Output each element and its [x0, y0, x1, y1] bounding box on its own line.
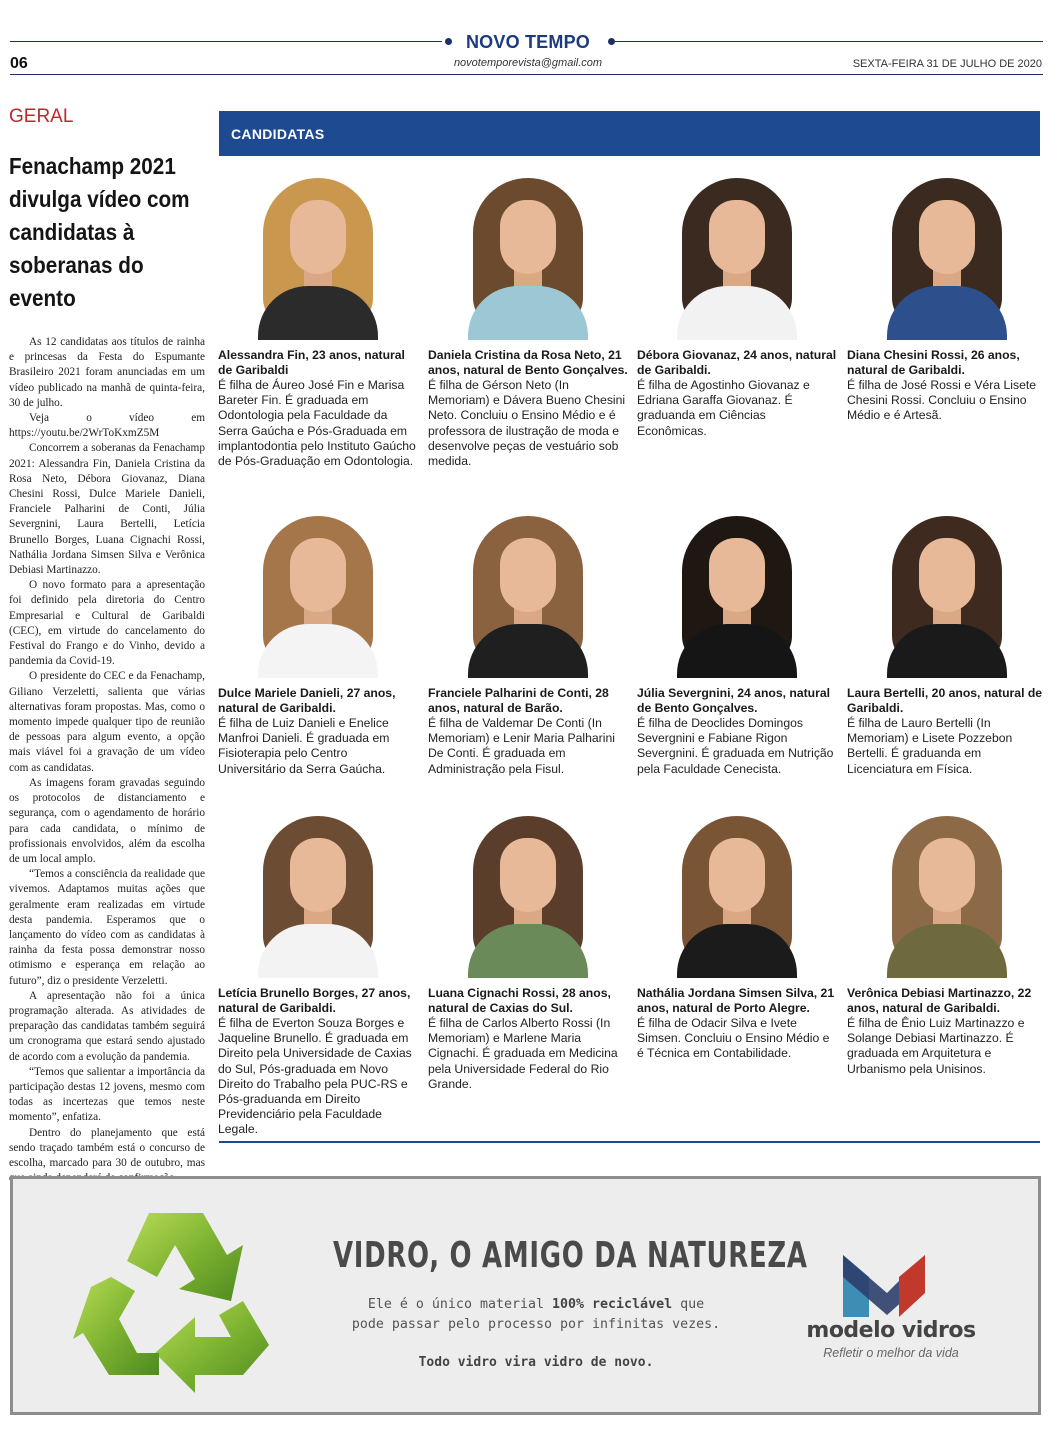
masthead-dot-left	[445, 38, 452, 45]
candidate-card	[847, 170, 1047, 424]
article-paragraph: “Temos a consciência da realidade que vivemos. Adaptamos muitas ações que geralmente eram realizadas em virtude desta pandemia. Esperamos que o lançamento do vídeo com as candidatas à rainha da festa possa demonstrar nosso otimismo e esperança em relação ao futuro”, diz o presidente Verzeletti.	[9, 868, 205, 987]
candidate-bio: É filha de Luiz Danieli e Enelice Manfroi Danieli. É graduada em Fisioterapia pelo Centro Universitário da Serra Gaúcha.	[218, 716, 390, 776]
candidate-card	[218, 170, 418, 469]
modelo-vidros-logo-icon	[839, 1247, 929, 1317]
article-paragraph: A apresentação não foi a única programação alterada. As atividades de preparação das candidatas também seguirá um cronograma que estará sendo ajustado de acordo com a evolução da pandemia.	[9, 989, 205, 1063]
candidate-photo	[448, 808, 608, 978]
candidate-name: Letícia Brunello Borges, 27 anos, natural de Garibaldi.	[218, 986, 411, 1015]
brand-tagline: Refletir o melhor da vida	[823, 1346, 959, 1360]
article-paragraph: “Temos que salientar a importância da participação destas 12 jovens, mesmo com todas as incertezas que temos neste momento”, enfatiza.	[9, 1065, 205, 1124]
candidates-bottom-rule	[219, 1141, 1040, 1143]
contact-email[interactable]: novotemporevista@gmail.com	[453, 57, 603, 69]
candidate-name: Débora Giovanaz, 24 anos, natural de Garibaldi.	[637, 348, 837, 377]
article	[9, 106, 205, 1186]
candidate-bio: É filha de Valdemar De Conti (In Memoriam) e Lenir Maria Palharini De Conti. É graduada em Administração pela Fisul.	[428, 716, 615, 776]
article-body	[9, 335, 205, 1186]
section-label: GERAL	[9, 106, 74, 127]
issue-date: SEXTA-FEIRA 31 DE JULHO DE 2020	[852, 58, 1042, 70]
candidate-card	[637, 170, 837, 439]
candidate-name: Diana Chesini Rossi, 26 anos, natural de Garibaldi.	[847, 348, 1020, 377]
candidate-card	[637, 508, 837, 777]
masthead-divider	[10, 74, 1043, 75]
masthead-rule-left	[10, 41, 442, 42]
candidate-name: Franciele Palharini de Conti, 28 anos, natural de Barão.	[428, 686, 609, 715]
candidate-photo	[238, 808, 398, 978]
candidate-bio: É filha de Carlos Alberto Rossi (In Memoriam) e Marlene Maria Cignachi. É graduada em Medicina pela Universidade Federal do Rio Grande.	[428, 1016, 618, 1091]
candidate-card	[847, 508, 1047, 777]
candidate-bio: É filha de Agostinho Giovanaz e Edriana Garaffa Giovanaz. É graduanda em Ciências Econômicas.	[637, 378, 810, 438]
candidate-bio: É filha de Everton Souza Borges e Jaqueline Brunello. É graduada em Direito pela Universidade de Caxias do Sul, Pós-graduada em Novo Direito do Trabalho pela PUC-RS e Pós-graduanda em Direito Previdenciário pela Faculdade Legale.	[218, 1016, 412, 1137]
candidates-header	[219, 111, 1040, 156]
candidate-bio: É filha de Lauro Bertelli (In Memoriam) e Lisete Pozzebon Bertelli. É graduanda em Licenciatura em Física.	[847, 716, 1013, 776]
candidate-bio: É filha de Ênio Luiz Martinazzo e Solange Debiasi Martinazzo. É graduada em Arquitetura e Urbanismo pela Unisinos.	[847, 1016, 1025, 1076]
article-paragraph: As imagens foram gravadas seguindo os protocolos de distanciamento e segurança, com o agendamento de horário para cada candidata, o mínimo de profissionais envolvidos, além da escolha de um local amplo.	[9, 776, 205, 865]
candidate-photo	[867, 170, 1027, 340]
candidate-photo	[657, 170, 817, 340]
candidate-bio: É filha de Gérson Neto (In Memoriam) e Dávera Bueno Chesini Neto. Concluiu o Ensino Médio e é professora de ilustração de moda e desenvolve peças de vestuário sob medida.	[428, 378, 626, 469]
article-paragraph: As 12 candidatas aos títulos de rainha e princesas da Festa do Espumante Brasileiro 2021 foram anunciadas em um vídeo publicado na manhã de quinta-feira, 30 de julho.	[9, 336, 205, 409]
article-paragraph: O presidente do CEC e da Fenachamp, Giliano Verzeletti, salienta que várias alternativas foram propostas. Mas, como o momento impede qualquer tipo de reunião de pessoas para algum evento, a opção mais viável foi a gravação de um vídeo com as candidatas.	[9, 670, 205, 774]
candidate-bio: É filha de Áureo José Fin e Marisa Bareter Fin. É graduada em Odontologia pela Faculdade da Serra Gaúcha e Pós-Graduada em implantodontia pelo Instituto Gaúcho de Pós-Graduação em Odontologia.	[218, 378, 416, 469]
candidate-photo	[657, 808, 817, 978]
candidate-bio: É filha de José Rossi e Véra Lisete Chesini Rossi. Concluiu o Ensino Médio e é Artesã.	[847, 378, 1037, 423]
candidate-card	[218, 808, 418, 1138]
candidate-card	[428, 170, 628, 469]
candidate-photo	[238, 508, 398, 678]
candidate-card	[218, 508, 418, 777]
article-headline: Fenachamp 2021 divulga vídeo com candidatas à soberanas do evento	[9, 153, 190, 311]
candidate-name: Dulce Mariele Danieli, 27 anos, natural de Garibaldi.	[218, 686, 396, 715]
ad-line-2: pode passar pelo processo por infinitas vezes.	[351, 1317, 721, 1332]
candidate-photo	[867, 508, 1027, 678]
candidate-card	[637, 808, 837, 1062]
candidate-card	[847, 808, 1047, 1077]
article-paragraph: Concorrem a soberanas da Fenachamp 2021: Alessandra Fin, Daniela Cristina da Rosa Neto, Débora Giovanaz, Diana Chesini Rossi, Dulce Mariele Danieli, Franciele Palharini de Conti, Júlia Severgnini, Laura Bertelli, Letícia Brunello Borges, Luana Cignachi Rossi, Nathália Jordana Simsen Silva e Verônica Debiasi Martinazzo.	[9, 442, 205, 577]
article-paragraph: Dentro do planejamento que está sendo traçado também está o concurso de escolha, marcado para 30 de outubro, mas	[9, 1126, 205, 1169]
recycle-icon	[71, 1205, 281, 1395]
candidate-name: Verônica Debiasi Martinazzo, 22 anos, natural de Garibaldi.	[847, 986, 1032, 1015]
candidate-photo	[867, 808, 1027, 978]
candidate-photo	[238, 170, 398, 340]
candidate-name: Luana Cignachi Rossi, 28 anos, natural de Caxias do Sul.	[428, 986, 611, 1015]
candidates-title: CANDIDATAS	[231, 126, 325, 142]
brand-name: modelo vidros	[806, 1318, 976, 1343]
masthead-rule-right	[615, 41, 1043, 42]
candidate-name: Alessandra Fin, 23 anos, natural de Garibaldi	[218, 348, 405, 377]
advertisement[interactable]	[10, 1176, 1041, 1415]
article-paragraph: Veja o vídeo em https://youtu.be/2WrToKxmZ5M	[9, 412, 205, 440]
ad-headline: VIDRO, O AMIGO DA NATUREZA	[333, 1235, 808, 1276]
ad-line-1: Ele é o único material 100% reciclável que	[367, 1297, 705, 1312]
candidate-card	[428, 508, 628, 777]
newspaper-name: NOVO TEMPO	[465, 32, 590, 52]
article-paragraph: O novo formato para a apresentação foi definido pela diretoria do Centro Empresarial e Cultural de Garibaldi (CEC), em virtude do cancelamento do Festival do Frango e do Vinho, devido a pandemia da Covid-19.	[9, 579, 205, 668]
candidate-name: Daniela Cristina da Rosa Neto, 21 anos, natural de Bento Gonçalves.	[428, 348, 628, 377]
candidate-bio: É filha de Deoclides Domingos Severgnini e Fabiane Rigon Severgnini. É graduada em Nutrição pela Faculdade Cenecista.	[637, 716, 834, 776]
masthead-dot-right	[608, 38, 615, 45]
masthead	[0, 0, 1058, 80]
candidate-photo	[448, 170, 608, 340]
ad-tagline: Todo vidro vira vidro de novo.	[418, 1355, 654, 1370]
page-number: 06	[10, 55, 28, 72]
candidate-name: Júlia Severgnini, 24 anos, natural de Bento Gonçalves.	[637, 686, 831, 715]
candidate-bio: É filha de Odacir Silva e Ivete Simsen. Concluiu o Ensino Médio e é Técnica em Contabilidade.	[637, 1016, 830, 1061]
candidate-name: Nathália Jordana Simsen Silva, 21 anos, natural de Porto Alegre.	[637, 986, 835, 1015]
candidate-name: Laura Bertelli, 20 anos, natural de Garibaldi.	[847, 686, 1043, 715]
candidate-photo	[657, 508, 817, 678]
candidate-card	[428, 808, 628, 1092]
candidate-photo	[448, 508, 608, 678]
